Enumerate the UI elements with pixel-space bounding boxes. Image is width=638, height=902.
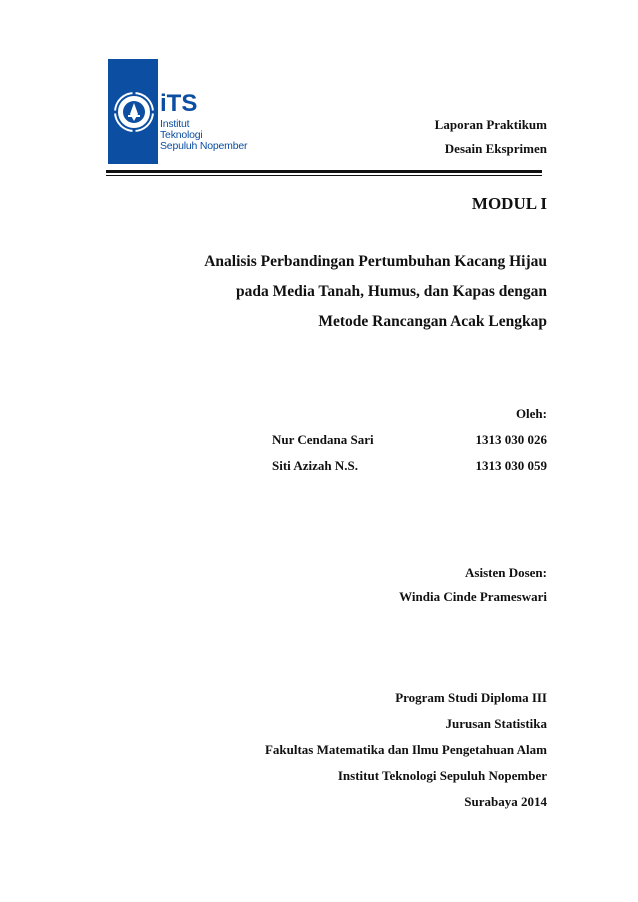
- its-logo-short: iTS: [160, 90, 198, 117]
- title-line-3: Metode Rancangan Acak Lengkap: [318, 313, 547, 330]
- author-nrp-2: 1313 030 059: [475, 458, 547, 473]
- its-logo-line1: Institut: [160, 118, 190, 130]
- title-line-1: Analisis Perbandingan Pertumbuhan Kacang Hijau: [204, 253, 547, 270]
- institution-program: Program Studi Diploma III: [395, 690, 547, 705]
- header-rule-thin: [106, 175, 542, 176]
- institution-city-year: Surabaya 2014: [464, 794, 547, 809]
- header-rule-thick: [106, 170, 542, 173]
- authors-label: Oleh:: [515, 406, 547, 421]
- its-logo-text: [160, 92, 247, 152]
- author-nrp-1: 1313 030 026: [475, 432, 547, 447]
- module-heading: MODUL I: [471, 194, 547, 213]
- header-report-type: Laporan Praktikum: [434, 117, 547, 132]
- title-line-2: pada Media Tanah, Humus, dan Kapas dengan: [236, 283, 547, 300]
- its-logo-line3: Sepuluh Nopember: [160, 140, 248, 152]
- header-course: Desain Eksprimen: [444, 141, 547, 156]
- assistant-label: Asisten Dosen:: [465, 565, 547, 580]
- assistant-name: Windia Cinde Prameswari: [399, 589, 547, 604]
- author-name-2: Siti Azizah N.S.: [272, 458, 358, 473]
- institution-faculty: Fakultas Matematika dan Ilmu Pengetahuan Alam: [264, 742, 547, 757]
- institution-department: Jurusan Statistika: [445, 716, 547, 731]
- its-seal-icon: [112, 90, 156, 134]
- author-name-1: Nur Cendana Sari: [272, 432, 374, 447]
- institution-university: Institut Teknologi Sepuluh Nopember: [337, 768, 547, 783]
- its-logo-line2: Teknologi: [160, 129, 203, 141]
